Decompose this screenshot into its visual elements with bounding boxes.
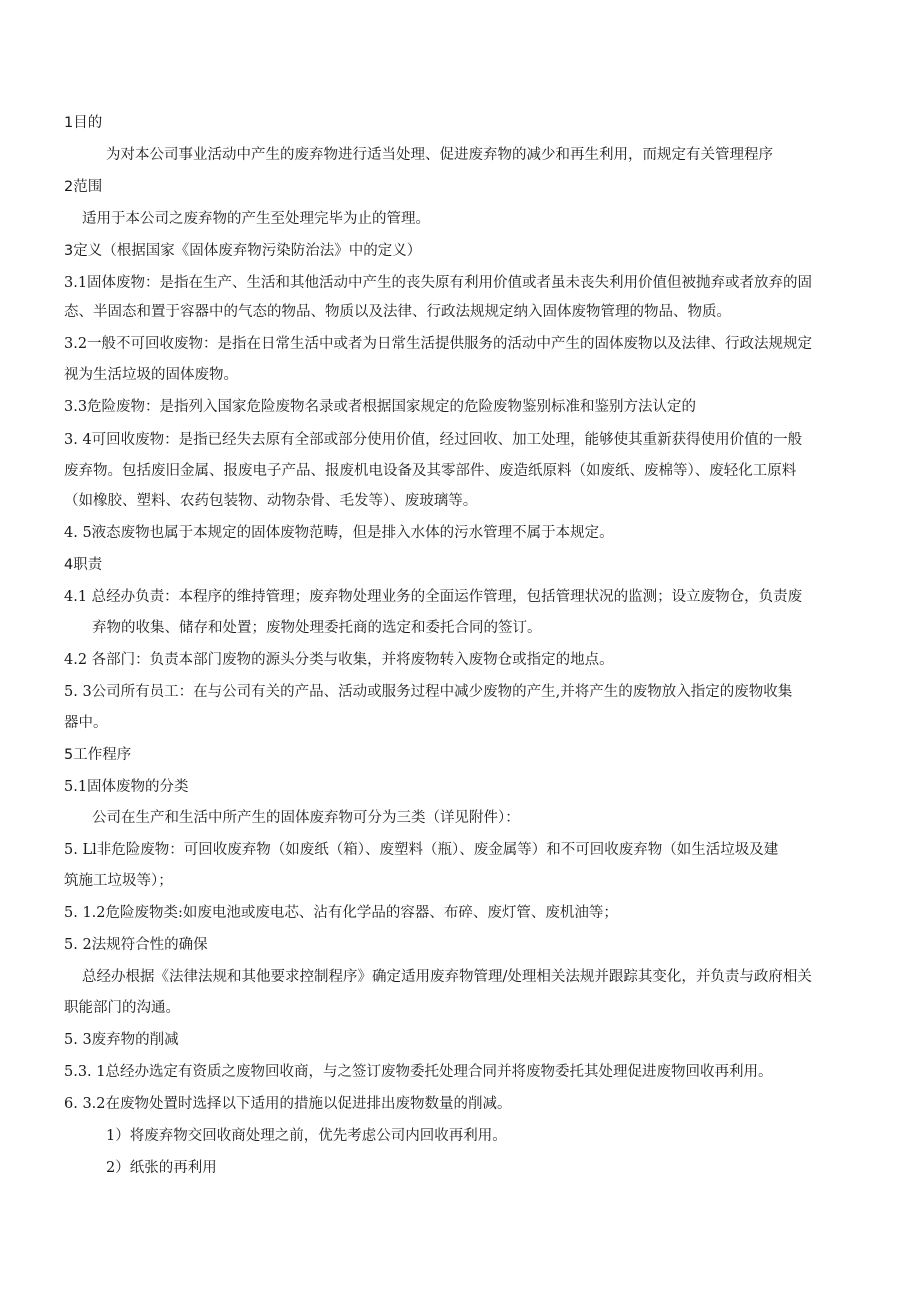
proc-5-1-1-line2: 筑施工垃圾等）； <box>64 873 173 889</box>
heading-purpose: 1目的 <box>64 115 103 131</box>
proc-5-1-heading: 5.1固体废物的分类 <box>64 779 189 795</box>
def-3-1-line2: 态、半固态和置于容器中的气态的物品、物质以及法律、行政法规规定纳入固体废物管理的物品、物质。 <box>64 304 731 320</box>
duty-4-1-line1: 4.1 总经办负责：本程序的维持管理；废弃物处理业务的全面运作管理，包括管理状况的监测；设立废物仓，负责废 <box>64 589 803 605</box>
heading-procedure: 5工作程序 <box>64 747 132 763</box>
def-3-3: 3.3危险废物：是指列入国家危险废物名录或者根据国家规定的危险废物鉴别标准和鉴别方法认定的 <box>64 399 697 415</box>
proc-5-3-1: 5.3. 1总经办选定有资质之废物回收商，与之签订废物委托处理合同并将废物委托其处理促进废物回收再利用。 <box>64 1064 773 1080</box>
duty-4-2: 4.2 各部门：负责本部门废物的源头分类与收集，并将废物转入废物仓或指定的地点。 <box>64 652 614 668</box>
duty-4-3-line2: 器中。 <box>64 715 108 731</box>
proc-5-1-1-line1: 5. Ll非危险废物：可回收废弃物（如废纸（箱）、废塑料（瓶）、废金属等）和不可回收废弃物（如生活垃圾及建 <box>64 842 779 858</box>
def-3-2-line1: 3.2一般不可回收废物：是指在日常生活中或者为日常生活提供服务的活动中产生的固体废物以及法律、行政法规规定 <box>64 336 813 352</box>
measure-item-1: 1）将废弃物交回收商处理之前，优先考虑公司内回收再利用。 <box>106 1128 507 1144</box>
proc-5-2-line1: 总经办根据《法律法规和其他要求控制程序》确定适用废弃物管理/处理相关法规并跟踪其变化，并负责与政府相关 <box>82 969 812 985</box>
def-3-4-line3: （如橡胶、塑料、农药包装物、动物杂骨、毛发等）、废玻璃等。 <box>64 493 478 509</box>
def-3-5: 4. 5液态废物也属于本规定的固体废物范畴，但是排入水体的污水管理不属于本规定。 <box>64 525 614 541</box>
measure-item-2: 2）纸张的再利用 <box>106 1160 217 1176</box>
duty-4-1-line2: 弃物的收集、储存和处置；废物处理委托商的选定和委托合同的签订。 <box>92 620 542 636</box>
proc-5-1-2: 5. 1.2危险废物类:如废电池或废电芯、沾有化学品的容器、布碎、废灯管、废机油等； <box>64 905 618 921</box>
proc-5-2-line2: 职能部门的沟通。 <box>64 1000 180 1016</box>
proc-5-3-2: 6. 3.2在废物处置时选择以下适用的措施以促进排出废物数量的削减。 <box>64 1096 512 1112</box>
def-3-2-line2: 视为生活垃圾的固体废物。 <box>64 367 238 383</box>
proc-5-1-intro: 公司在生产和生活中所产生的固体废弃物可分为三类（详见附件）： <box>92 810 520 826</box>
duty-4-3-line1: 5. 3公司所有员工：在与公司有关的产品、活动或服务过程中减少废物的产生,并将产生的废物放入指定的废物收集 <box>64 684 793 700</box>
proc-5-2-heading: 5. 2法规符合性的确保 <box>64 937 208 953</box>
def-3-1-line1: 3.1固体废物：是指在生产、生活和其他活动中产生的丧失原有利用价值或者虽未丧失利用价值但被抛弃或者放弃的固 <box>64 275 813 291</box>
def-3-4-line2: 废弃物。包括废旧金属、报废电子产品、报废机电设备及其零部件、废造纸原料（如废纸、废棉等）、废轻化工原料 <box>64 463 797 479</box>
heading-definitions: 3定义（根据国家《固体废弃物污染防治法》中的定义） <box>64 243 422 259</box>
proc-5-3-heading: 5. 3废弃物的削减 <box>64 1032 179 1048</box>
heading-duties: 4职责 <box>64 557 103 573</box>
heading-scope: 2范围 <box>64 179 103 195</box>
def-3-4-line1: 3. 4可回收废物：是指已经失去原有全部或部分使用价值，经过回收、加工处理，能够使其重新获得使用价值的一般 <box>64 432 803 448</box>
scope-text: 适用于本公司之废弃物的产生至处理完毕为止的管理。 <box>82 211 430 227</box>
purpose-text: 为对本公司事业活动中产生的废弃物进行适当处理、促进废弃物的减少和再生利用，而规定有关管理程序 <box>106 147 773 163</box>
